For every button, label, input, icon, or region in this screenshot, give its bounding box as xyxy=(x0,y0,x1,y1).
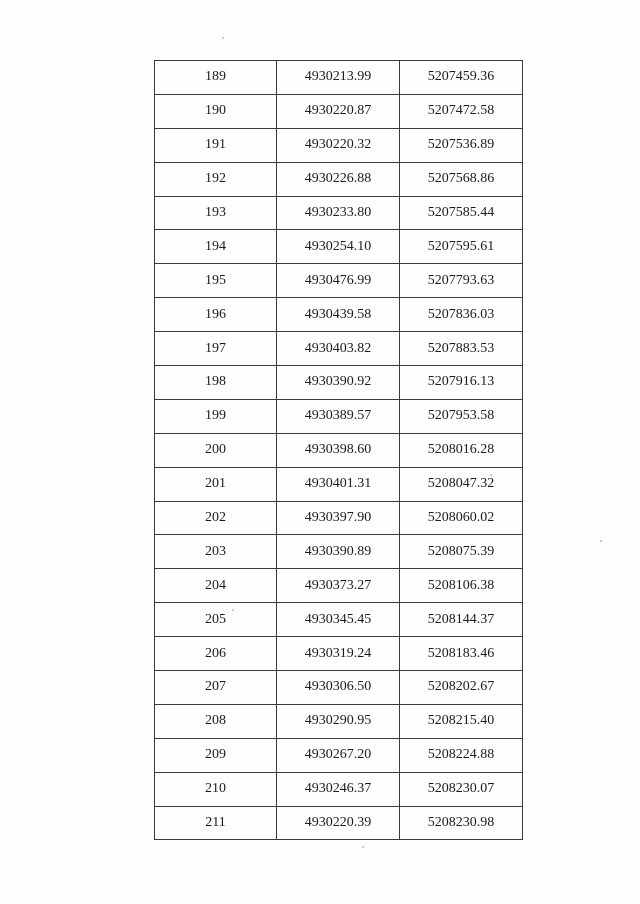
point-number-cell: 198 xyxy=(155,366,277,400)
table-row xyxy=(155,366,523,400)
y-coordinate-cell: 5208075.39 xyxy=(400,535,523,569)
point-number-cell: 194 xyxy=(155,230,277,264)
x-coordinate-cell: 4930345.45 xyxy=(277,603,400,637)
point-number-cell: 211 xyxy=(155,806,277,840)
x-coordinate-cell: 4930319.24 xyxy=(277,637,400,671)
y-coordinate-cell: 5208224.88 xyxy=(400,738,523,772)
scan-speck xyxy=(222,37,224,39)
table-row xyxy=(155,94,523,128)
x-coordinate-cell: 4930398.60 xyxy=(277,433,400,467)
y-coordinate-cell: 5208144.37 xyxy=(400,603,523,637)
x-coordinate-cell: 4930267.20 xyxy=(277,738,400,772)
x-coordinate-cell: 4930220.39 xyxy=(277,806,400,840)
y-coordinate-cell: 5207585.44 xyxy=(400,196,523,230)
point-number-cell: 204 xyxy=(155,569,277,603)
point-number-cell: 205 xyxy=(155,603,277,637)
y-coordinate-cell: 5208016.28 xyxy=(400,433,523,467)
point-number-cell: 193 xyxy=(155,196,277,230)
table-row xyxy=(155,806,523,840)
table-row xyxy=(155,772,523,806)
x-coordinate-cell: 4930390.92 xyxy=(277,366,400,400)
x-coordinate-cell: 4930390.89 xyxy=(277,535,400,569)
table-row xyxy=(155,535,523,569)
point-number-cell: 203 xyxy=(155,535,277,569)
y-coordinate-cell: 5207883.53 xyxy=(400,332,523,366)
x-coordinate-cell: 4930439.58 xyxy=(277,298,400,332)
x-coordinate-cell: 4930254.10 xyxy=(277,230,400,264)
point-number-cell: 196 xyxy=(155,298,277,332)
point-number-cell: 209 xyxy=(155,738,277,772)
table-row xyxy=(155,704,523,738)
point-number-cell: 206 xyxy=(155,637,277,671)
y-coordinate-cell: 5207472.58 xyxy=(400,94,523,128)
y-coordinate-cell: 5208215.40 xyxy=(400,704,523,738)
y-coordinate-cell: 5207953.58 xyxy=(400,399,523,433)
y-coordinate-cell: 5208047.32 xyxy=(400,467,523,501)
point-number-cell: 207 xyxy=(155,671,277,705)
y-coordinate-cell: 5208060.02 xyxy=(400,501,523,535)
y-coordinate-cell: 5208106.38 xyxy=(400,569,523,603)
point-number-cell: 208 xyxy=(155,704,277,738)
table-row xyxy=(155,399,523,433)
point-number-cell: 190 xyxy=(155,94,277,128)
y-coordinate-cell: 5207916.13 xyxy=(400,366,523,400)
point-number-cell: 192 xyxy=(155,162,277,196)
y-coordinate-cell: 5208230.07 xyxy=(400,772,523,806)
table-row xyxy=(155,264,523,298)
table-row xyxy=(155,162,523,196)
point-number-cell: 197 xyxy=(155,332,277,366)
x-coordinate-cell: 4930306.50 xyxy=(277,671,400,705)
table-row xyxy=(155,501,523,535)
table-row xyxy=(155,433,523,467)
y-coordinate-cell: 5208230.98 xyxy=(400,806,523,840)
scan-speck xyxy=(490,474,492,476)
table-row xyxy=(155,230,523,264)
scan-speck xyxy=(232,609,234,611)
coordinate-table-body xyxy=(155,61,523,840)
table-row xyxy=(155,298,523,332)
point-number-cell: 195 xyxy=(155,264,277,298)
x-coordinate-cell: 4930401.31 xyxy=(277,467,400,501)
table-row xyxy=(155,467,523,501)
table-row xyxy=(155,61,523,95)
x-coordinate-cell: 4930233.80 xyxy=(277,196,400,230)
x-coordinate-cell: 4930476.99 xyxy=(277,264,400,298)
y-coordinate-cell: 5207459.36 xyxy=(400,61,523,95)
x-coordinate-cell: 4930220.32 xyxy=(277,128,400,162)
table-row xyxy=(155,738,523,772)
y-coordinate-cell: 5208202.67 xyxy=(400,671,523,705)
point-number-cell: 191 xyxy=(155,128,277,162)
point-number-cell: 202 xyxy=(155,501,277,535)
y-coordinate-cell: 5208183.46 xyxy=(400,637,523,671)
x-coordinate-cell: 4930290.95 xyxy=(277,704,400,738)
y-coordinate-cell: 5207595.61 xyxy=(400,230,523,264)
table-row xyxy=(155,671,523,705)
x-coordinate-cell: 4930403.82 xyxy=(277,332,400,366)
point-number-cell: 200 xyxy=(155,433,277,467)
scan-speck xyxy=(362,846,364,848)
point-number-cell: 199 xyxy=(155,399,277,433)
scan-speck xyxy=(600,540,602,542)
table-row xyxy=(155,637,523,671)
y-coordinate-cell: 5207536.89 xyxy=(400,128,523,162)
x-coordinate-cell: 4930397.90 xyxy=(277,501,400,535)
table-row xyxy=(155,569,523,603)
table-row xyxy=(155,128,523,162)
x-coordinate-cell: 4930373.27 xyxy=(277,569,400,603)
y-coordinate-cell: 5207793.63 xyxy=(400,264,523,298)
y-coordinate-cell: 5207568.86 xyxy=(400,162,523,196)
point-number-cell: 210 xyxy=(155,772,277,806)
y-coordinate-cell: 5207836.03 xyxy=(400,298,523,332)
table-row xyxy=(155,332,523,366)
x-coordinate-cell: 4930220.87 xyxy=(277,94,400,128)
x-coordinate-cell: 4930246.37 xyxy=(277,772,400,806)
x-coordinate-cell: 4930226.88 xyxy=(277,162,400,196)
point-number-cell: 189 xyxy=(155,61,277,95)
table-row xyxy=(155,196,523,230)
x-coordinate-cell: 4930389.57 xyxy=(277,399,400,433)
point-number-cell: 201 xyxy=(155,467,277,501)
table-row xyxy=(155,603,523,637)
x-coordinate-cell: 4930213.99 xyxy=(277,61,400,95)
coordinate-table xyxy=(154,60,523,840)
